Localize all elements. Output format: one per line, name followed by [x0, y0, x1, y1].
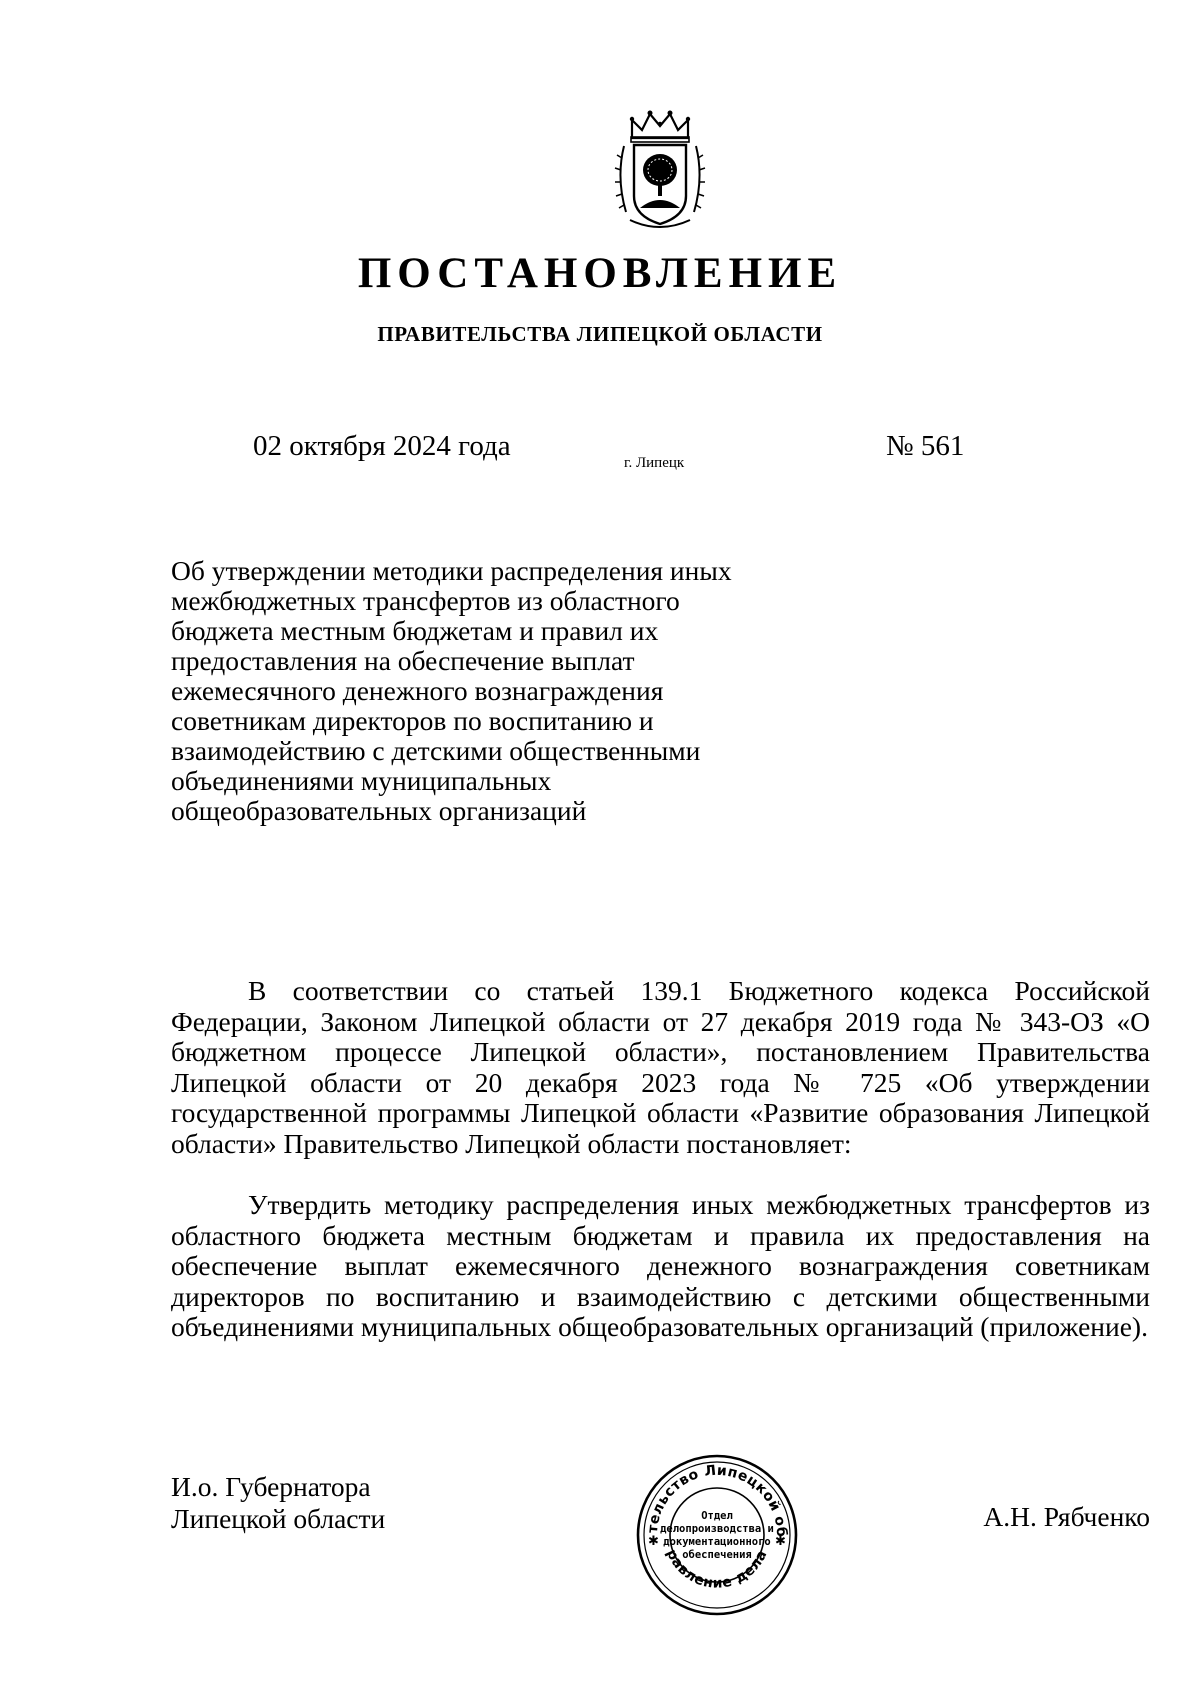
round-seal-stamp-icon	[636, 1453, 799, 1618]
document-title: ПОСТАНОВЛЕНИЕ	[357, 250, 843, 297]
subject-line: советникам директоров по воспитанию и	[171, 705, 654, 736]
document-place: г. Липецк	[624, 455, 685, 471]
document-subject	[171, 556, 771, 826]
subject-line: бюджета местным бюджетам и правил их	[171, 615, 659, 646]
seal-center-line: делопроизводства и	[660, 1523, 774, 1535]
subject-line: межбюджетных трансфертов из областного	[171, 585, 680, 616]
body-paragraph-text: Утвердить методику распределения иных межбюджетных трансфертов из областного бюджета местным бюджетам и правила их предоставления на обеспечение выплат ежемесячного денежного вознаграждения советникам директоров по воспитанию и взаимодействию с детскими общественными объединениями муниципальных общеобразовательных организаций (приложение).	[171, 1189, 1150, 1342]
official-seal	[636, 1453, 799, 1618]
signatory-position	[171, 1471, 385, 1535]
issuing-authority: ПРАВИТЕЛЬСТВА ЛИПЕЦКОЙ ОБЛАСТИ	[377, 322, 823, 346]
signatory-position-line: И.о. Губернатора	[171, 1471, 371, 1502]
seal-center-line: обеспечения	[682, 1549, 752, 1561]
svg-text:✱: ✱	[648, 1534, 659, 1549]
seal-center-line: документационного	[663, 1536, 771, 1548]
subject-line: взаимодействию с детскими общественными	[171, 735, 701, 766]
seal-outer-text: тельство Липецкой об	[644, 1462, 790, 1538]
coat-of-arms	[610, 108, 710, 232]
subject-line: Об утверждении методики распределения иных	[171, 555, 732, 586]
subject-line: общеобразовательных организаций	[171, 795, 587, 826]
body-paragraph-legal-basis	[171, 976, 1150, 1159]
seal-center-line: Отдел	[701, 1510, 733, 1522]
document-number: № 561	[886, 430, 965, 462]
document-date: 02 октября 2024 года	[253, 430, 511, 462]
subject-line: предоставления на обеспечение выплат	[171, 645, 635, 676]
signatory-name: А.Н. Рябченко	[983, 1501, 1150, 1532]
subject-line: ежемесячного денежного вознаграждения	[171, 675, 664, 706]
svg-text:✱: ✱	[775, 1534, 786, 1549]
body-paragraph-text: В соответствии со статьей 139.1 Бюджетного кодекса Российской Федерации, Законом Липецкой области от 27 декабря 2019 года № 343-ОЗ «О бюджетном процессе Липецкой области», постановлением Правительства Липецкой области от 20 декабря 2023 года № 725 «Об утверждении государственной программы Липецкой области «Развитие образования Липецкой области» Правительство Липецкой области постановляет:	[171, 975, 1150, 1159]
lipetsk-coat-of-arms-icon	[610, 108, 710, 232]
subject-line: объединениями муниципальных	[171, 765, 552, 796]
body-paragraph-resolution	[171, 1190, 1150, 1343]
signatory-position-line: Липецкой области	[171, 1503, 386, 1534]
seal-bottom-text: равление дела	[663, 1546, 771, 1592]
